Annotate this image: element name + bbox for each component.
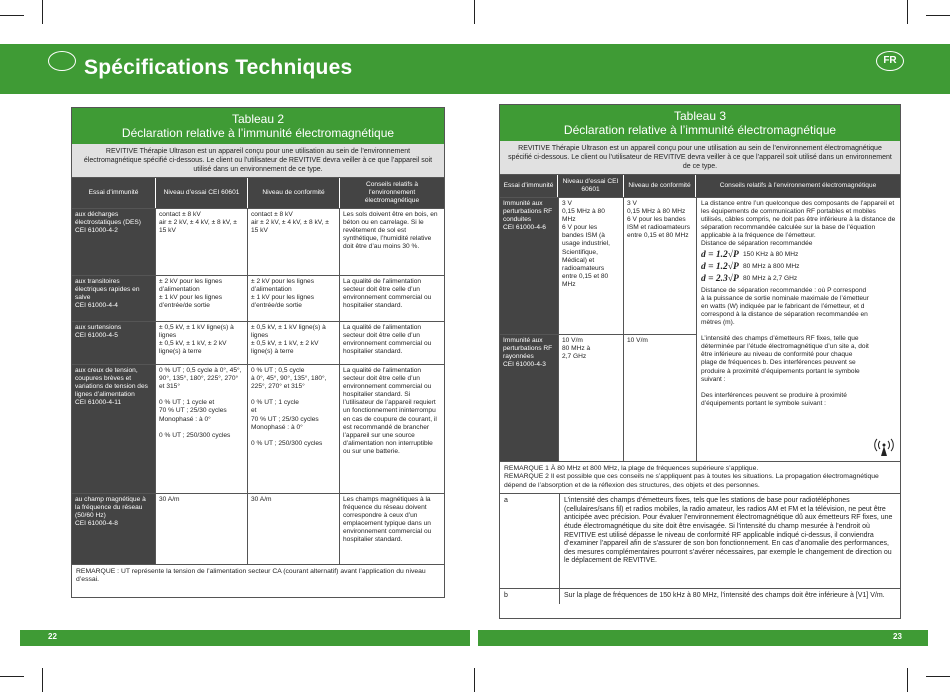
column-header: Essai d’immunité: [500, 175, 558, 197]
column-header: Niveau de conformité: [248, 178, 340, 208]
table-cell: 10 V/m 80 MHz à 2,7 GHz: [558, 335, 624, 461]
table-2: [71, 107, 445, 598]
guidance-more: Distance de séparation recommandée : où P correspond à la puissance de sortie nominale maximale de l’émetteur en watts (W) indiquée par le fabricant de l’émetteur, et d correspond à la distance de séparation recommandée en mètres (m). L’intensité des champs d’émetteurs RF fixes, telle que déterminée par l’étude électromagnétique d’un site a, doit être inférieure au niveau de conformité pour chaque plage de fréquences b. Des interférences peuvent se produire à proximité d’équipements portant le symbole suivant : Des interférences peuvent se produire à proximité d’équipements portant le symbole suivant :: [701, 286, 869, 407]
table-cell: aux décharges électrostatiques (DES) CEI 61000-4-2: [72, 209, 156, 275]
table-row: [72, 208, 444, 275]
crop-mark: [907, 0, 908, 24]
footnote-b: [500, 588, 900, 604]
table-subtitle: Déclaration relative à l’immunité électromagnétique: [563, 123, 837, 137]
page-number-right: 23: [893, 632, 902, 641]
table-cell: Les sols doivent être en bois, en béton ou en carrelage. Si le revêtement de sol est synthétique, l’humidité relative doit être d’au moins 30 %.: [343, 211, 438, 251]
crop-mark: [42, 0, 43, 24]
equation-row: [701, 249, 896, 261]
equation-row: [701, 273, 896, 285]
equation-frequency: 80 MHz à 2,7 GHz: [743, 274, 798, 282]
table-cell: Les champs magnétiques à la fréquence du réseau doivent correspondre à ceux d’un emplacement typique dans un environnement commercial ou hospitalier standard.: [343, 496, 432, 544]
table-intro: REVITIVE Thérapie Ultrason est un appareil conçu pour une utilisation au sein de l’environnement électromagnétique spécifié ci-dessous. Le client ou l’utilisateur de REVITIVE devra veiller à ce que l’appareil soit utilisé dans un environnement de ce type.: [72, 144, 444, 178]
crop-mark: [926, 15, 950, 16]
table-cell: aux surtensions CEI 61000-4-5: [72, 322, 156, 364]
table-cell: La qualité de l’alimentation secteur doit être celle d’un environnement commercial ou hospitalier standard. Si l’utilisateur de l’appareil requiert un fonctionnement ininterrompu en cas de coupure de courant, il est recommandé de brancher l’appareil sur une source d’alimentation non interruptible ou sur une batterie.: [343, 367, 437, 455]
table-cell: 30 A/m: [248, 494, 340, 564]
table-cell: ± 0,5 kV, ± 1 kV ligne(s) à lignes ± 0,5 kV, ± 1 kV, ± 2 kV ligne(s) à terre: [248, 322, 340, 364]
table-cell: La qualité de l’alimentation secteur doit être celle d’un environnement commercial ou hospitalier standard.: [343, 278, 432, 310]
oval-decoration: [48, 51, 76, 71]
column-header: Niveau d’essai CEI 60601: [156, 178, 248, 208]
equation-row: [701, 261, 896, 273]
table-note: REMARQUE : UT représente la tension de l’alimentation secteur CA (courant alternatif) avant l’application du niveau d’essai.: [72, 564, 444, 588]
column-header: Niveau de conformité: [624, 175, 696, 197]
table-cell: aux transitoires électriques rapides en salve CEI 61000-4-4: [72, 276, 156, 321]
crop-mark: [42, 668, 43, 692]
table-cell: Immunité aux perturbations RF rayonnées CEI 61000-4-3: [500, 335, 558, 461]
table-row: [500, 198, 696, 334]
table-cell: 3 V 0,15 MHz à 80 MHz 6 V pour les bandes ISM (à usage industriel, Scientifique, Médical) et radioamateurs entre 0,15 et 80 MHz: [558, 198, 624, 334]
table-left-columns: [500, 198, 697, 461]
footnote-label: b: [500, 589, 560, 604]
remark-2: REMARQUE 2 Il est possible que ces conseils ne s’appliquent pas à toutes les situations. La propagation électromagnétique dépend de l’absorption et de la réflexion des structures, des objets et des personnes.: [504, 473, 879, 489]
equation: d = 1.2√P: [701, 249, 739, 260]
page-number-left: 22: [48, 632, 57, 641]
remarks: [500, 461, 900, 493]
equation: d = 1.2√P: [701, 261, 739, 272]
table-row: [72, 275, 444, 321]
table-cell: contact ± 8 kV air ± 2 kV, ± 4 kV, ± 8 kV, ± 15 kV: [156, 209, 248, 275]
table-header: [72, 108, 444, 144]
column-header: Conseils relatifs à l’environnement électromagnétique: [719, 182, 877, 189]
guidance-cell: [697, 198, 900, 461]
equation: d = 2.3√P: [701, 273, 739, 284]
equation-frequency: 80 MHz à 800 MHz: [743, 262, 800, 270]
column-headers: [500, 175, 900, 197]
table-cell: 0 % UT ; 0,5 cycle à 0°, 45°, 90°, 135°, 180°, 225°, 270° et 315° 0 % UT ; 1 cycle et 70 % UT ; 25/30 cycles Monophasé : à 0° 0 % UT ; 250/300 cycles: [156, 365, 248, 493]
table-cell: au champ magnétique à la fréquence du réseau (50/60 Hz) CEI 61000-4-8: [72, 494, 156, 564]
table-cell: 0 % UT ; 0,5 cycle à 0°, 45°, 90°, 135°, 180°, 225°, 270° et 315° 0 % UT ; 1 cycle et 70 % UT ; 25/30 cycles Monophasé : à 0° 0 % UT ; 250/300 cycles: [248, 365, 340, 493]
table-title: Tableau 2: [231, 112, 285, 126]
table-cell: 10 V/m: [627, 337, 648, 344]
table-header: [500, 105, 900, 141]
table-cell: ± 2 kV pour les lignes d’alimentation ± 1 kV pour les lignes d’entrée/de sortie: [156, 276, 248, 321]
crop-mark: [0, 15, 24, 16]
table-cell: 30 A/m: [156, 494, 248, 564]
table-subtitle: Déclaration relative à l’immunité électromagnétique: [121, 126, 395, 140]
table-cell: contact ± 8 kV air ± 2 kV, ± 4 kV, ± 8 kV, ± 15 kV: [248, 209, 340, 275]
table-row: [500, 334, 696, 461]
footer-band-left: [20, 630, 470, 646]
footnote-a: [500, 493, 900, 588]
footer-band-right: [478, 630, 928, 646]
table-title: Tableau 3: [673, 109, 727, 123]
page-title: Spécifications Techniques: [84, 56, 353, 79]
crop-mark: [0, 676, 24, 677]
table-cell: ± 0,5 kV, ± 1 kV ligne(s) à lignes ± 0,5 kV, ± 1 kV, ± 2 kV ligne(s) à terre: [156, 322, 248, 364]
table-cell: aux creux de tension, coupures brèves et variations de tension des lignes d’alimentation CEI 61000-4-11: [72, 365, 156, 493]
footnote-label: a: [500, 494, 560, 588]
table-cell: ± 2 kV pour les lignes d’alimentation ± 1 kV pour les lignes d’entrée/de sortie: [248, 276, 340, 321]
table-cell: Immunité aux perturbations RF conduites CEI 61000-4-6: [500, 198, 558, 334]
table-3: [499, 104, 901, 619]
table-row: [72, 493, 444, 564]
language-badge: FR: [876, 51, 904, 71]
equation-frequency: 150 KHz à 80 MHz: [743, 250, 799, 258]
guidance-intro: La distance entre l’un quelconque des composants de l’appareil et les équipements de communication RF portables et mobiles utilisés, câbles compris, ne doit pas être inférieure à la distance de séparation recommandée calculée sur la base de l’équation applicable à la fréquence de l’émetteur.: [701, 200, 896, 240]
crop-mark: [474, 668, 475, 692]
crop-mark: [474, 0, 475, 24]
non-ionizing-radiation-icon: [872, 435, 896, 457]
column-headers: [72, 178, 444, 208]
column-header: Essai d’immunité: [72, 178, 156, 208]
table-row: [72, 321, 444, 364]
column-header: Conseils relatifs à l’environnement électromagnétique: [364, 181, 420, 204]
column-header: Niveau d’essai CEI 60601: [558, 175, 624, 197]
table-row: [72, 364, 444, 493]
remark-1: REMARQUE 1 À 80 MHz et 800 MHz, la plage de fréquences supérieure s’applique.: [504, 465, 759, 472]
table-intro: REVITIVE Thérapie Ultrason est un appareil conçu pour une utilisation au sein de l’environnement électromagnétique spécifié ci-dessous. Le client ou l’utilisateur de REVITIVE devra veiller à ce que l’appareil soit utilisé dans un environnement de ce type.: [500, 141, 900, 175]
table-cell: La qualité de l’alimentation secteur doit être celle d’un environnement commercial ou hospitalier standard.: [343, 324, 432, 356]
crop-mark: [907, 668, 908, 692]
footnote-text: L’intensité des champs d’émetteurs fixes, tels que les stations de base pour radiotéléphones (cellulaires/sans fil) et radios mobiles, la radio amateur, les radios AM et FM et la télévision, ne peut être anticipée avec précision. Pour évaluer l’environnement électromagnétique dû aux émetteurs RF fixes, une étude électromagnétique du site doit être envisagée. Si l’intensité du champ mesurée à l’endroit où REVITIVE est utilisé dépasse le niveau de conformité RF applicable indiqué ci-dessus, il conviendra d’examiner l’appareil afin de s’assurer de son bon fonctionnement. En cas d’anomalie des performances, des mesures complémentaires pourront s’avérer nécessaires, par exemple le changement de direction ou le déplacement de REVITIVE.: [564, 497, 893, 565]
table-body: [500, 197, 900, 461]
footnote-text: Sur la plage de fréquences de 150 kHz à 80 MHz, l’intensité des champs doit être inférieure à [V1] V/m.: [564, 592, 885, 600]
distance-label: Distance de séparation recommandée: [701, 240, 813, 248]
table-cell: 3 V 0,15 MHz à 80 MHz 6 V pour les bandes ISM et radioamateurs entre 0,15 et 80 MHz: [627, 200, 691, 240]
crop-mark: [926, 676, 950, 677]
